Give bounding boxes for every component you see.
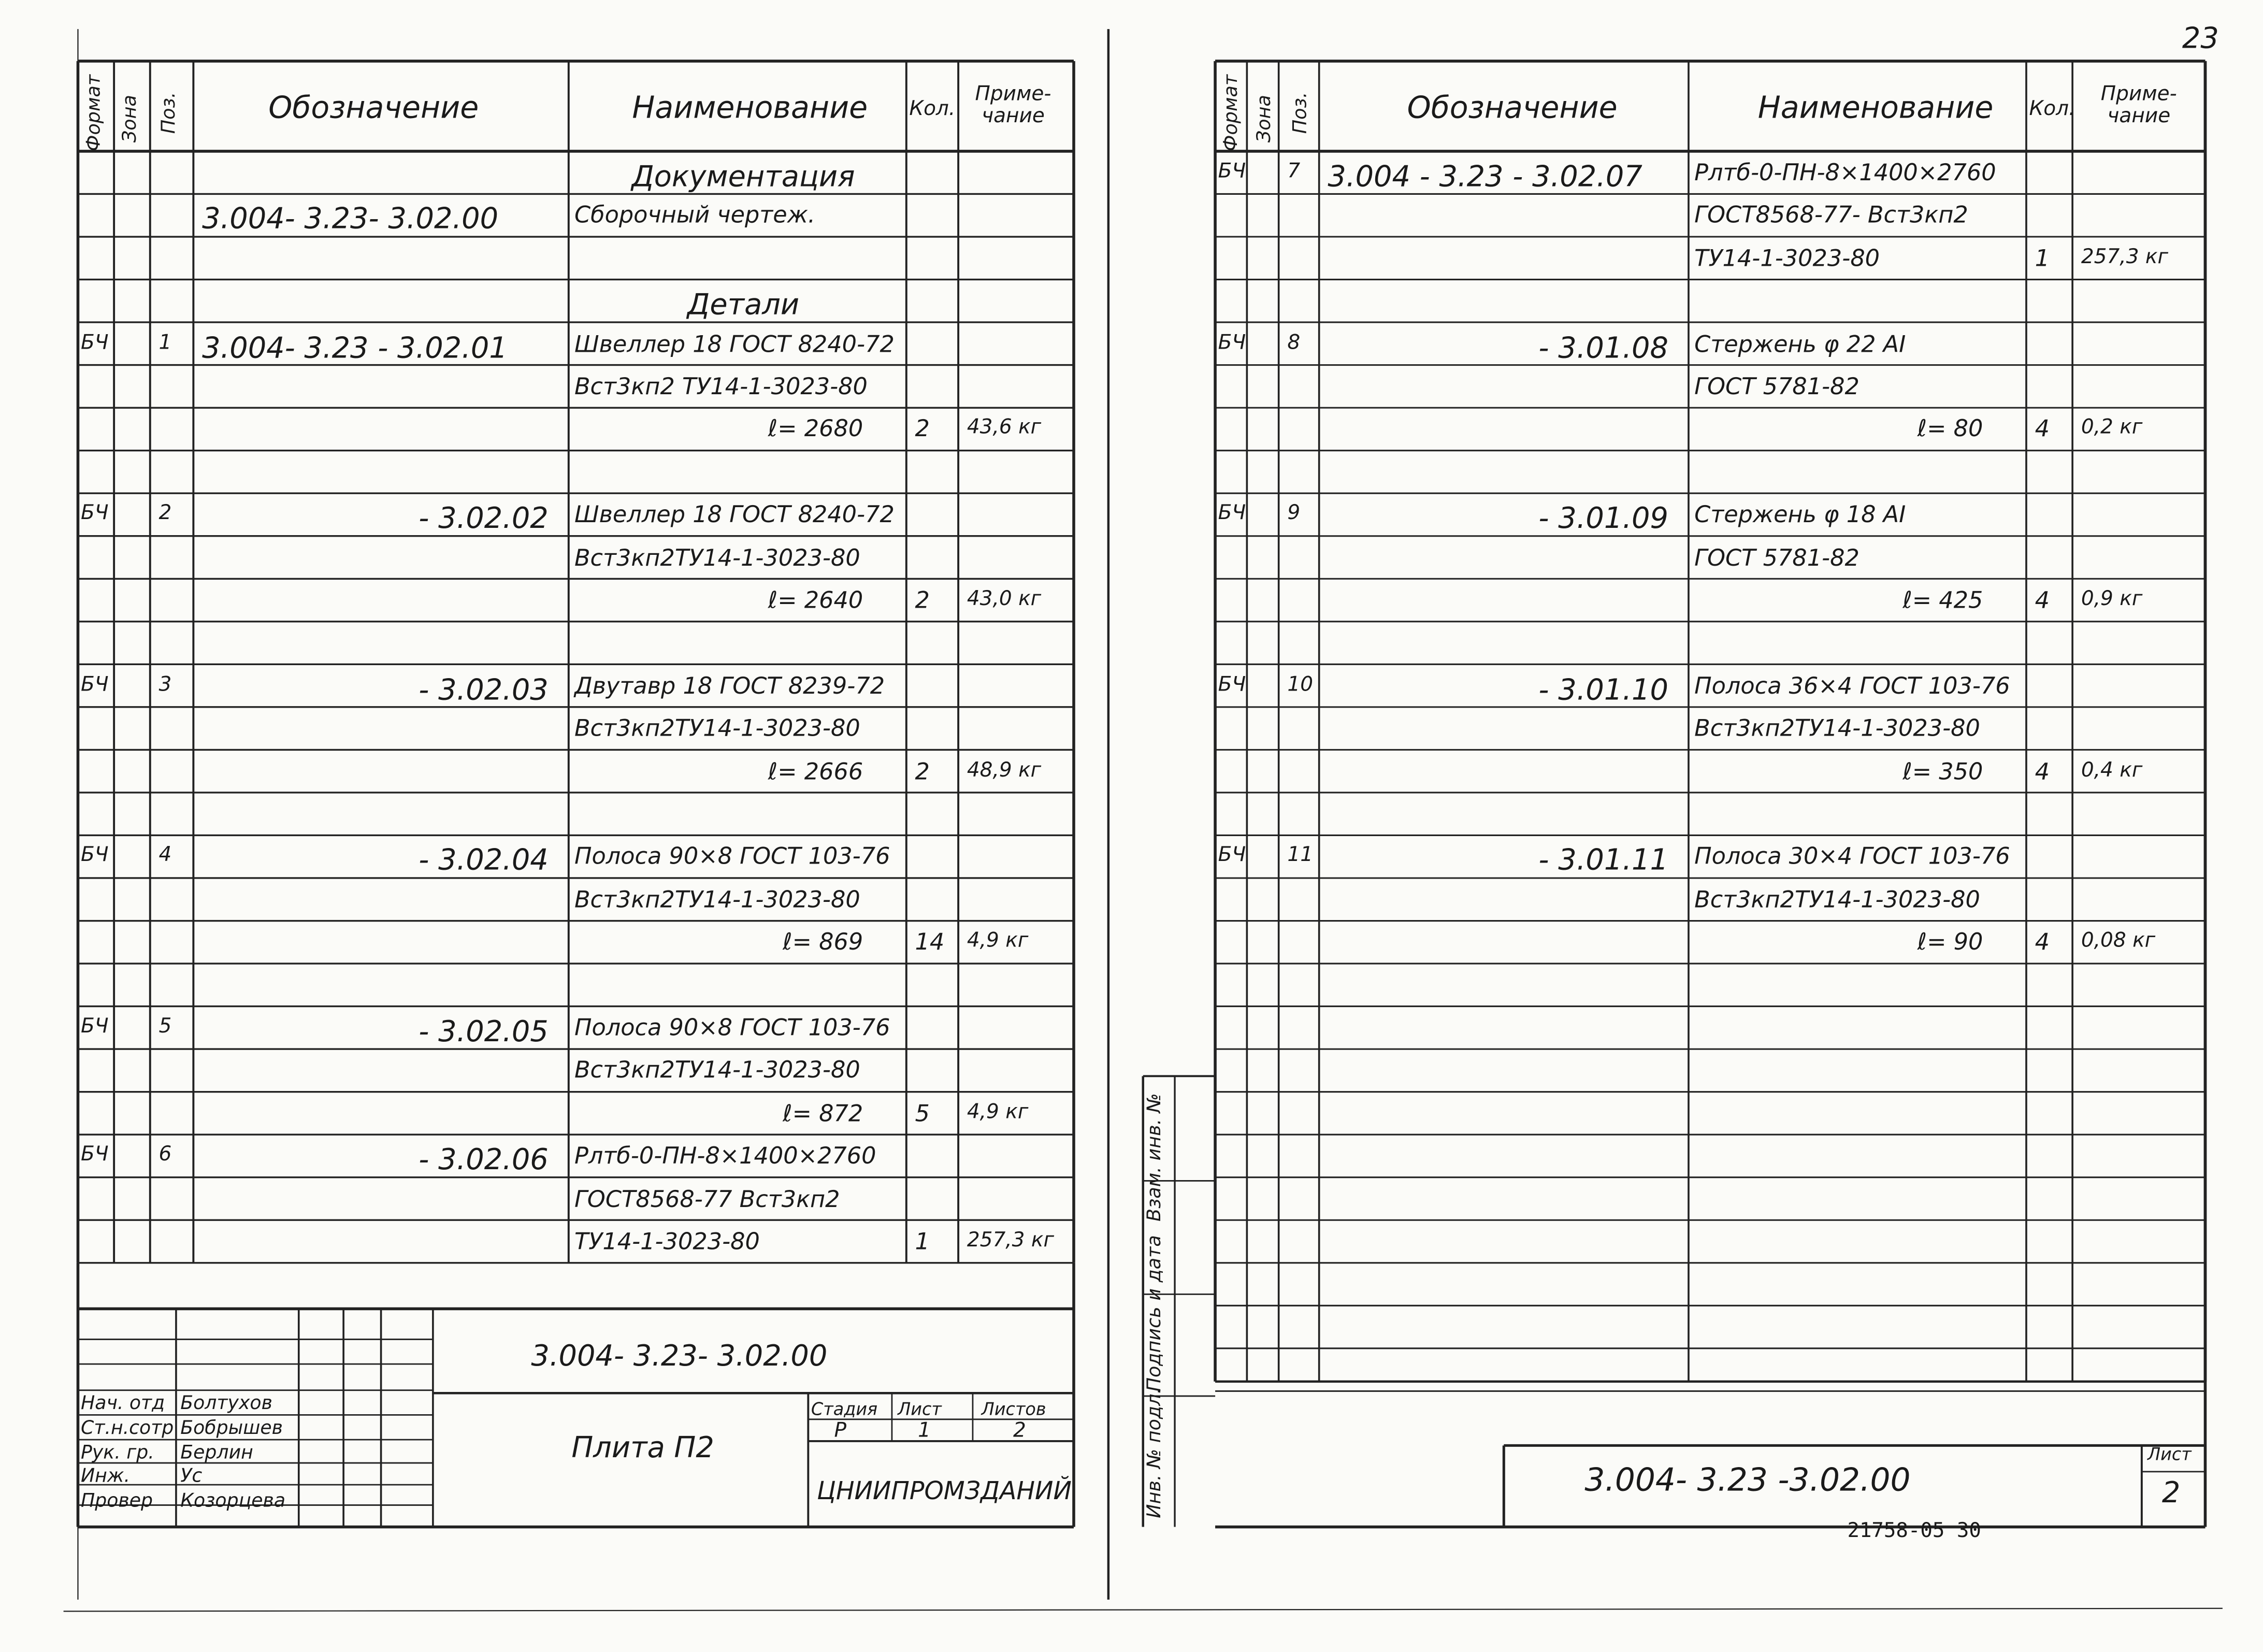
row-pos: 4 (158, 844, 172, 868)
header-designation-r: Обозначение (1407, 90, 1618, 125)
row-format: БЧ (81, 1143, 109, 1167)
row-name: Вст3кп2ТУ14-1-3023-80 (574, 885, 860, 913)
row-name: ГОСТ 5781-82 (1694, 543, 1860, 571)
row-designation: - 3.01.11 (1538, 842, 1668, 878)
row-name: Стержень φ 18 АI (1694, 500, 1906, 528)
row-qty: 4 (2035, 757, 2050, 785)
row-pos: 11 (1287, 844, 1314, 868)
row-name: Вст3кп2 ТУ14-1-3023-80 (574, 372, 868, 400)
row-note: 4,9 кг (967, 1100, 1029, 1124)
row-name: ТУ14-1-3023-80 (574, 1227, 760, 1255)
row-name: Стержень φ 22 АI (1694, 329, 1906, 357)
section-title: Документация (631, 158, 855, 194)
signer-name: Козорцева (180, 1490, 286, 1513)
row-name: Полоса 30×4 ГОСТ 103-76 (1694, 842, 2010, 870)
header-note: Приме- чание (975, 83, 1051, 128)
row-designation: 3.004- 3.23 - 3.02.01 (202, 329, 508, 365)
header-name-r: Наименование (1757, 90, 1994, 125)
row-note: 0,08 кг (2081, 929, 2156, 953)
row-note: 43,0 кг (967, 587, 1042, 611)
row-length: ℓ= 90 (1917, 928, 1983, 956)
row-length: ℓ= 2666 (768, 757, 863, 785)
row-designation: - 3.01.08 (1538, 329, 1668, 365)
row-designation: - 3.02.03 (419, 671, 549, 707)
row-name: Сборочный чертеж. (574, 201, 816, 229)
row-name: Швеллер 18 ГОСТ 8240-72 (574, 500, 895, 528)
sheet-number-top: 23 (2182, 20, 2219, 55)
signer-name: Бобрышев (180, 1417, 283, 1440)
sheets-value: 2 (1013, 1419, 1026, 1443)
row-pos: 6 (158, 1143, 172, 1167)
row-qty: 2 (915, 586, 930, 614)
signer-role: Ст.н.сотр (81, 1417, 174, 1440)
signer-name: Ус (180, 1466, 203, 1488)
header-zone-r: Зона (1254, 95, 1276, 143)
sheet-label: Лист (898, 1399, 942, 1419)
organization: ЦНИИПРОМЗДАНИЙ (817, 1477, 1072, 1507)
header-note-r: Приме- чание (2100, 83, 2177, 128)
row-qty: 2 (915, 415, 930, 443)
row-designation: 3.004 - 3.23 - 3.02.07 (1328, 158, 1642, 194)
row-length: ℓ= 425 (1902, 586, 1983, 614)
row-designation: - 3.02.04 (419, 842, 549, 878)
row-note: 257,3 кг (967, 1229, 1054, 1252)
row-length: ℓ= 2640 (768, 586, 863, 614)
row-length: ℓ= 80 (1917, 415, 1983, 443)
row-name: Вст3кп2ТУ14-1-3023-80 (574, 543, 860, 571)
header-format: Формат (83, 74, 106, 151)
row-format: БЧ (81, 331, 109, 354)
stamp-sheet-label: Лист (2147, 1444, 2192, 1464)
stage-label: Стадия (811, 1399, 878, 1419)
side-label-signature: Подпись и дата (1144, 1235, 1166, 1392)
row-designation: - 3.01.10 (1538, 671, 1668, 707)
header-designation: Обозначение (268, 90, 479, 125)
row-length: ℓ= 872 (783, 1099, 863, 1127)
signer-role: Рук. гр. (81, 1442, 154, 1464)
sheets-label: Листов (981, 1399, 1046, 1419)
row-length: ℓ= 869 (783, 928, 863, 956)
signer-role: Инж. (81, 1466, 130, 1488)
footer-number: 21758-05 30 (1847, 1519, 1981, 1543)
header-qty-r: Кол. (2029, 97, 2075, 121)
row-format: БЧ (1218, 502, 1246, 525)
row-format: БЧ (1218, 673, 1246, 697)
row-name: ГОСТ 5781-82 (1694, 372, 1860, 400)
row-pos: 2 (158, 502, 172, 525)
row-designation: 3.004- 3.23- 3.02.00 (202, 201, 499, 236)
row-name: ГОСТ8568-77- Вст3кп2 (1694, 201, 1968, 229)
header-pos-r: Поз. (1290, 92, 1312, 134)
row-qty: 14 (915, 928, 945, 956)
row-pos: 5 (158, 1015, 172, 1039)
row-name: Полоса 90×8 ГОСТ 103-76 (574, 1013, 890, 1041)
row-name: Полоса 36×4 ГОСТ 103-76 (1694, 671, 2010, 699)
row-qty: 2 (915, 757, 930, 785)
row-name: ТУ14-1-3023-80 (1694, 244, 1880, 272)
side-label-inv: Инв. № подл. (1144, 1387, 1166, 1518)
row-pos: 10 (1287, 673, 1314, 697)
row-note: 257,3 кг (2081, 245, 2168, 269)
row-qty: 5 (915, 1099, 930, 1127)
row-format: БЧ (1218, 844, 1246, 868)
row-pos: 8 (1287, 331, 1301, 354)
row-designation: - 3.02.06 (419, 1142, 549, 1177)
row-designation: - 3.01.09 (1538, 500, 1668, 536)
row-name: Вст3кп2ТУ14-1-3023-80 (574, 714, 860, 742)
row-qty: 1 (2035, 244, 2050, 272)
row-name: Швеллер 18 ГОСТ 8240-72 (574, 329, 895, 357)
row-note: 0,4 кг (2081, 758, 2143, 782)
row-name: Полоса 90×8 ГОСТ 103-76 (574, 842, 890, 870)
stamp-sheet-value: 2 (2161, 1474, 2181, 1510)
row-format: БЧ (81, 673, 109, 697)
row-name: Рлтб-0-ПН-8×1400×2760 (574, 1142, 876, 1170)
row-length: ℓ= 2680 (768, 415, 863, 443)
signer-name: Болтухов (180, 1393, 272, 1415)
row-name: Вст3кп2ТУ14-1-3023-80 (1694, 885, 1980, 913)
signer-role: Провер (81, 1490, 153, 1513)
row-designation: - 3.02.02 (419, 500, 549, 536)
header-name: Наименование (632, 90, 868, 125)
signer-role: Нач. отд (81, 1393, 165, 1415)
row-name: Двутавр 18 ГОСТ 8239-72 (574, 671, 885, 699)
row-designation: - 3.02.05 (419, 1013, 549, 1048)
row-length: ℓ= 350 (1902, 757, 1983, 785)
title-doc-code: 3.004- 3.23- 3.02.00 (531, 1338, 828, 1373)
row-qty: 1 (915, 1227, 930, 1255)
sheet-value: 1 (918, 1419, 931, 1443)
section-title: Детали (687, 286, 800, 322)
stage-value: Р (834, 1419, 847, 1443)
row-qty: 4 (2035, 415, 2050, 443)
row-note: 0,9 кг (2081, 587, 2143, 611)
stamp-doc-code: 3.004- 3.23 -3.02.00 (1584, 1463, 1911, 1500)
row-qty: 4 (2035, 586, 2050, 614)
row-name: ГОСТ8568-77 Вст3кп2 (574, 1184, 840, 1213)
header-format-r: Формат (1221, 74, 1243, 151)
row-name: Вст3кп2ТУ14-1-3023-80 (1694, 714, 1980, 742)
row-format: БЧ (1218, 160, 1246, 183)
row-qty: 4 (2035, 928, 2050, 956)
row-note: 4,9 кг (967, 929, 1029, 953)
row-note: 43,6 кг (967, 416, 1042, 440)
signer-name: Берлин (180, 1442, 253, 1464)
header-pos: Поз. (158, 92, 181, 134)
row-name: Рлтб-0-ПН-8×1400×2760 (1694, 158, 1996, 186)
row-pos: 3 (158, 673, 172, 697)
row-note: 0,2 кг (2081, 416, 2143, 440)
row-format: БЧ (81, 502, 109, 525)
side-label-replace: Взам. инв. № (1144, 1093, 1166, 1222)
header-qty: Кол. (909, 97, 956, 121)
row-pos: 9 (1287, 502, 1301, 525)
row-format: БЧ (81, 1015, 109, 1039)
row-format: БЧ (1218, 331, 1246, 354)
row-pos: 7 (1287, 160, 1301, 183)
row-name: Вст3кп2ТУ14-1-3023-80 (574, 1056, 860, 1084)
row-note: 48,9 кг (967, 758, 1042, 782)
header-zone: Зона (120, 95, 142, 143)
row-format: БЧ (81, 844, 109, 868)
row-pos: 1 (158, 331, 172, 354)
product-name: Плита П2 (571, 1429, 714, 1464)
